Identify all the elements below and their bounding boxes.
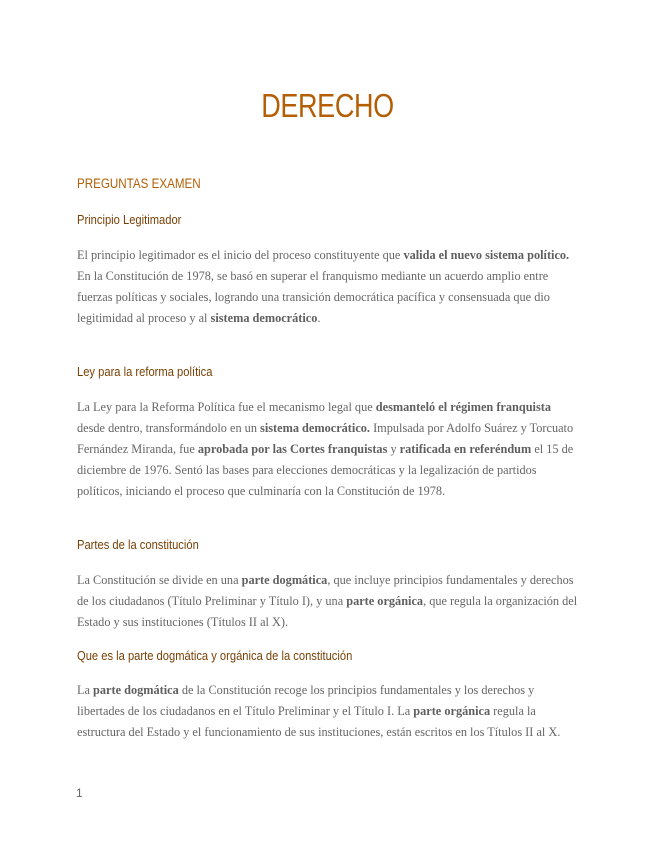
heading-parte-dogmatica-organica: Que es la parte dogmática y orgánica de la constitución (77, 648, 353, 663)
text-run: El principio legitimador es el inicio del proceso constituyente que (77, 248, 404, 262)
page-number: 1 (76, 786, 83, 800)
text-run: La (77, 683, 94, 697)
bold-text-run: sistema democrático. (260, 421, 370, 435)
text-run: desde dentro, transformándolo en un (77, 421, 261, 435)
bold-text-run: sistema democrático (210, 311, 318, 325)
text-run: regula la estructura del Estado y el funcionamiento de sus instituciones, están escritos en los Títulos II al X. (77, 704, 561, 739)
bold-text-run: desmanteló el régimen franquista (375, 400, 551, 414)
text-run: , que regula la organización del Estado y sus instituciones (Títulos II al X). (77, 594, 578, 629)
text-run: Impulsada por Adolfo Suárez y Torcuato Fernández Miranda, fue (77, 421, 574, 456)
text-run: La Ley para la Reforma Política fue el mecanismo legal que (77, 400, 376, 414)
text-run: , que incluye principios fundamentales y derechos de los ciudadanos (Título Preliminar y Título I), y una (77, 573, 574, 608)
bold-text-run: parte orgánica (346, 594, 424, 608)
bold-text-run: parte dogmática (93, 683, 179, 697)
text-run: el 15 de diciembre de 1976. Sentó las bases para elecciones democráticas y la legalización de partidos políticos, iniciando el proceso que culminaría con la Constitución de 1978. (77, 442, 574, 498)
text-run: . (317, 311, 321, 325)
document-title: DERECHO (261, 87, 394, 124)
text-run: y (387, 442, 400, 456)
paragraph-principio-legitimador (77, 245, 582, 329)
section-heading-preguntas: PREGUNTAS EXAMEN (77, 176, 201, 191)
bold-text-run: valida el nuevo sistema político. (403, 248, 570, 262)
bold-text-run: ratificada en referéndum (399, 442, 532, 456)
text-run: En la Constitución de 1978, se basó en superar el franquismo mediante un acuerdo amplio entre fuerzas políticas y sociales, logrando una transición democrática pacífica y consensuada que dio legitimidad al proceso y al (77, 269, 550, 325)
bold-text-run: aprobada por las Cortes franquistas (197, 442, 388, 456)
paragraph-ley-reforma-politica (77, 397, 582, 502)
text-run: de la Constitución recoge los principios fundamentales y los derechos y libertades de los ciudadanos en el Título Preliminar y el Título I. La (77, 683, 535, 718)
text-run: La Constitución se divide en una (77, 573, 242, 587)
heading-partes-constitucion: Partes de la constitución (77, 537, 199, 552)
bold-text-run: parte dogmática (241, 573, 328, 587)
paragraph-partes-constitucion (77, 570, 582, 633)
heading-ley-reforma-politica: Ley para la reforma política (77, 364, 213, 379)
heading-principio-legitimador: Principio Legitimador (77, 212, 182, 227)
bold-text-run: parte orgánica (413, 704, 491, 718)
paragraph-parte-dogmatica-organica (77, 680, 582, 743)
